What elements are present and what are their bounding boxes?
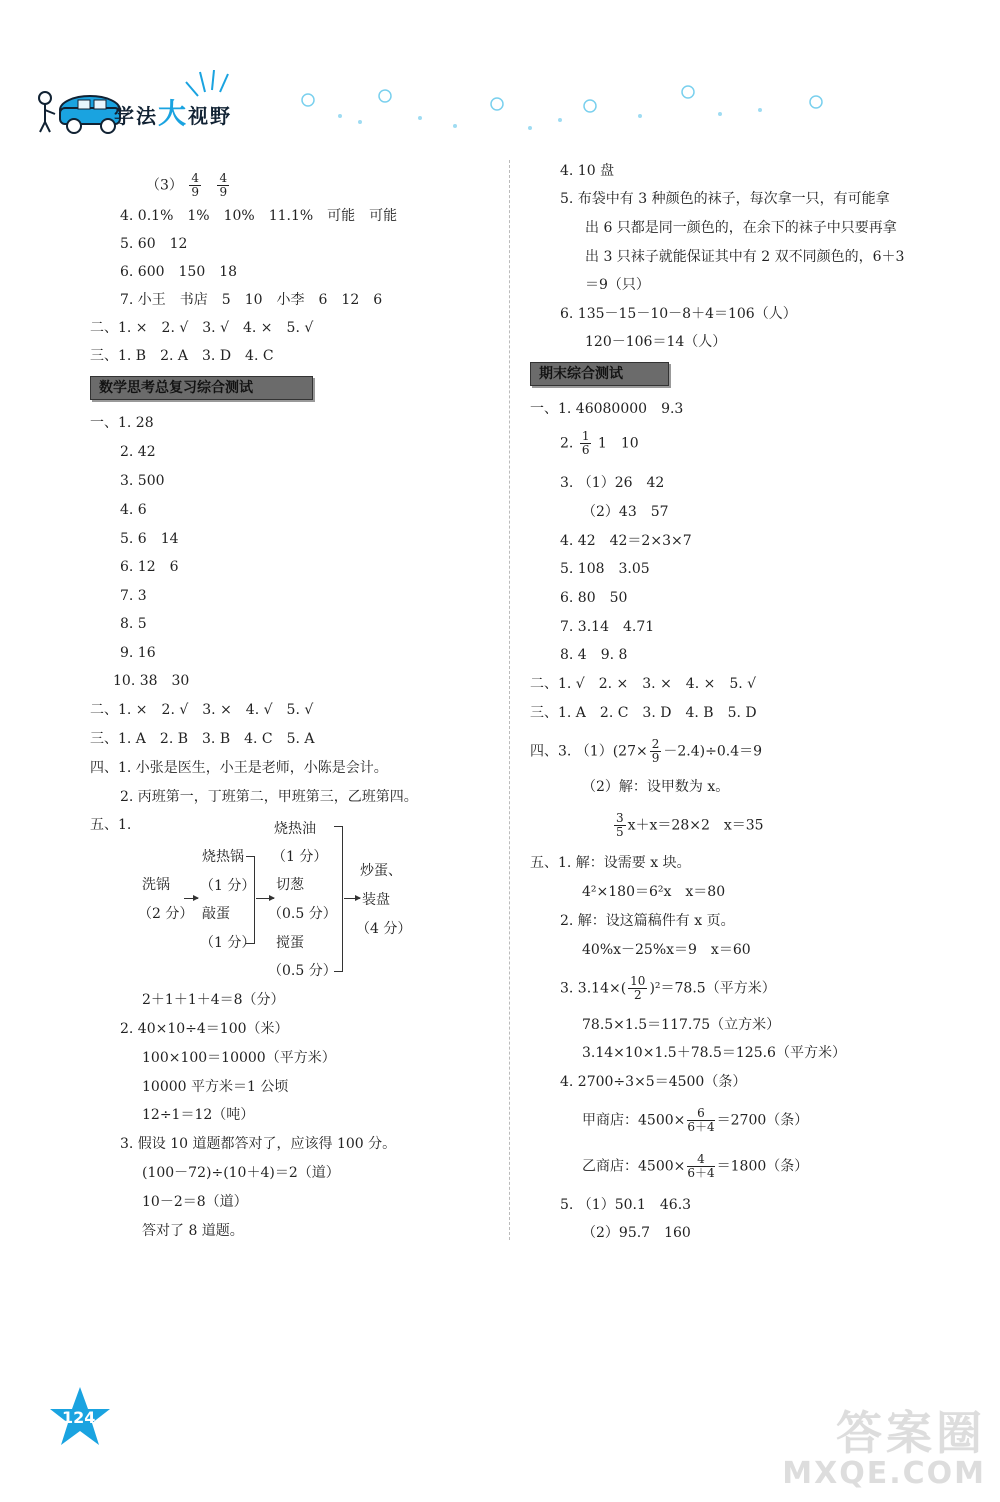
flow-node-fry: 炒蛋、 — [360, 863, 402, 879]
left-answer-line: （3） $\frac{4}{9}$ $\frac{4}{9}$ — [146, 171, 228, 199]
left-answer-line: 2. 丙班第一，丁班第二，甲班第三，乙班第四。 — [120, 789, 418, 805]
flow-node-stir-time: （0.5 分） — [268, 963, 337, 979]
right-answer-line: 乙商店：4500× $\frac{4}{6+4}$ ＝1800（条） — [582, 1152, 809, 1180]
right-answer-line: 7. 3.14 4.71 — [560, 619, 655, 635]
left-answer-line: 二、1. × 2. √ 3. × 4. √ 5. √ — [90, 702, 314, 718]
right-answer-line: 甲商店：4500× $\frac{6}{6+4}$ ＝2700（条） — [582, 1106, 809, 1134]
right-answer-line: 三、1. A 2. C 3. D 4. B 5. D — [530, 705, 757, 721]
flow-arrow — [256, 898, 274, 899]
left-answer-line: 5. 6 14 — [120, 531, 179, 547]
flow-node-beat: 敲蛋 — [202, 906, 230, 922]
right-answer-line: 40%x－25%x＝9 x＝60 — [582, 942, 751, 958]
left-answer-line: 10000 平方米＝1 公顷 — [142, 1079, 289, 1095]
left-answer-line: 9. 16 — [120, 645, 156, 661]
left-answer-line: 100×100＝10000（平方米） — [142, 1050, 336, 1066]
right-answer-line: 4. 10 盘 — [560, 163, 615, 179]
left-answer-line: 6. 600 150 18 — [120, 264, 238, 280]
section-title-final: 期末综合测试 — [530, 362, 669, 386]
left-answer-line: (100－72)÷(10＋4)＝2（道） — [142, 1165, 340, 1181]
right-answer-line: $\frac{3}{5}$ x＋x＝28×2 x＝35 — [616, 811, 764, 839]
left-answer-line: 6. 12 6 — [120, 559, 179, 575]
left-answer-line: 三、1. B 2. A 3. D 4. C — [90, 348, 274, 364]
right-answer-line: 78.5×1.5＝117.75（立方米） — [582, 1017, 781, 1033]
right-answer-line: 6. 80 50 — [560, 590, 628, 606]
right-answer-line: （2）解：设甲数为 x。 — [582, 779, 730, 795]
right-answer-line: 2. 解：设这篇稿件有 x 页。 — [560, 913, 735, 929]
left-answer-line: 7. 3 — [120, 588, 147, 604]
right-answer-line: （2）95.7 160 — [582, 1225, 691, 1241]
watermark: 答案圈 MXQE.COM — [782, 1406, 986, 1491]
left-answer-line: 2. 42 — [120, 444, 156, 460]
right-answer-line: 4. 42 42＝2×3×7 — [560, 533, 692, 549]
flow-arrow — [344, 898, 360, 899]
left-answer-line: 10. 38 30 — [113, 673, 190, 689]
left-answer-line: 答对了 8 道题。 — [142, 1223, 244, 1239]
car-icon — [60, 96, 120, 133]
flow-node-onion: 切葱 — [276, 877, 304, 893]
right-answer-line: 8. 4 9. 8 — [560, 647, 628, 663]
right-answer-line: ＝9（只） — [585, 277, 650, 293]
column-divider — [509, 160, 510, 1240]
flow-node-wash-time: （2 分） — [138, 906, 194, 922]
flow-node-heatpot: 烧热锅 — [202, 849, 244, 865]
dot-decorations — [338, 108, 762, 130]
right-answer-line: 120－106＝14（人） — [585, 334, 727, 350]
right-answer-line: 二、1. √ 2. × 3. × 4. × 5. √ — [530, 676, 757, 692]
left-answer-line: 4. 0.1% 1% 10% 11.1% 可能 可能 — [120, 208, 398, 224]
right-answer-line: 5. （1）50.1 46.3 — [560, 1197, 692, 1213]
left-answer-line: 10－2＝8（道） — [142, 1194, 248, 1210]
right-answer-line: （2）43 57 — [582, 504, 669, 520]
flow-node-plate-time: （4 分） — [356, 921, 412, 937]
page-number: 124 — [62, 1408, 96, 1427]
right-answer-line: 4. 2700÷3×5＝4500（条） — [560, 1074, 747, 1090]
left-answer-line: 3. 500 — [120, 473, 165, 489]
right-answer-line: 四、3. （1）(27× $\frac{2}{9}$ －2.4)÷0.4＝9 — [530, 737, 763, 765]
snowflake-icons — [302, 86, 822, 112]
left-answer-line: 12÷1＝12（吨） — [142, 1107, 255, 1123]
left-answer-line: 8. 5 — [120, 616, 147, 632]
left-answer-line: 四、1. 小张是医生，小王是老师，小陈是会计。 — [90, 760, 388, 776]
flow-bracket — [334, 826, 343, 972]
left-answer-line: 7. 小王 书店 5 10 小李 6 12 6 — [120, 292, 383, 308]
section-title-review: 数学思考总复习综合测试 — [90, 376, 313, 400]
right-answer-line: 3.14×10×1.5＋78.5＝125.6（平方米） — [582, 1045, 846, 1061]
left-answer-line: 2＋1＋1＋4＝8（分） — [142, 992, 285, 1008]
right-answer-line: 出 3 只袜子就能保证其中有 2 双不同颜色的，6＋3 — [585, 249, 905, 265]
flow-node-oil-time: （1 分） — [272, 849, 328, 865]
right-answer-line: 3. 3.14×( $\frac{10}{2}$ )²＝78.5（平方米） — [560, 974, 776, 1002]
right-answer-line: 2. $\frac{1}{6}$ 1 10 — [560, 429, 639, 457]
left-answer-line: 5. 60 12 — [120, 236, 188, 252]
left-answer-line: 4. 6 — [120, 502, 147, 518]
right-answer-line: 5. 布袋中有 3 种颜色的袜子，每次拿一只，有可能拿 — [560, 191, 890, 207]
right-answer-line: 4²×180＝6²x x＝80 — [582, 884, 726, 900]
flow-node-beat-time: （1 分） — [200, 935, 256, 951]
right-answer-line: 出 6 只都是同一颜色的，在余下的袜子中只要再拿 — [585, 220, 897, 236]
right-answer-line: 五、1. 解：设需要 x 块。 — [530, 855, 691, 871]
flow-bracket — [246, 856, 255, 944]
brand-title: 学法大视野 — [114, 97, 233, 130]
flow-node-wash: 洗锅 — [142, 877, 170, 893]
left-answer-line: 一、1. 28 — [90, 415, 154, 431]
left-answer-line: 2. 40×10÷4＝100（米） — [120, 1021, 289, 1037]
child-figure-icon — [39, 92, 55, 132]
left-answer-line: 二、1. × 2. √ 3. √ 4. × 5. √ — [90, 320, 314, 336]
left-answer-line: 五、1. — [90, 817, 132, 833]
flow-node-plate: 装盘 — [362, 892, 390, 908]
right-answer-line: 一、1. 46080000 9.3 — [530, 401, 684, 417]
flow-node-oil: 烧热油 — [274, 821, 316, 837]
flow-arrow — [184, 898, 198, 899]
left-answer-line: 3. 假设 10 道题都答对了，应该得 100 分。 — [120, 1136, 397, 1152]
right-answer-line: 6. 135－15－10－8＋4＝106（人） — [560, 306, 797, 322]
flow-node-stir: 搅蛋 — [276, 935, 304, 951]
right-answer-line: 5. 108 3.05 — [560, 561, 650, 577]
flow-node-heatpot-time: （1 分） — [200, 878, 256, 894]
left-answer-line: 三、1. A 2. B 3. B 4. C 5. A — [90, 731, 315, 747]
right-answer-line: 3. （1）26 42 — [560, 475, 665, 491]
flow-node-onion-time: （0.5 分） — [268, 906, 337, 922]
